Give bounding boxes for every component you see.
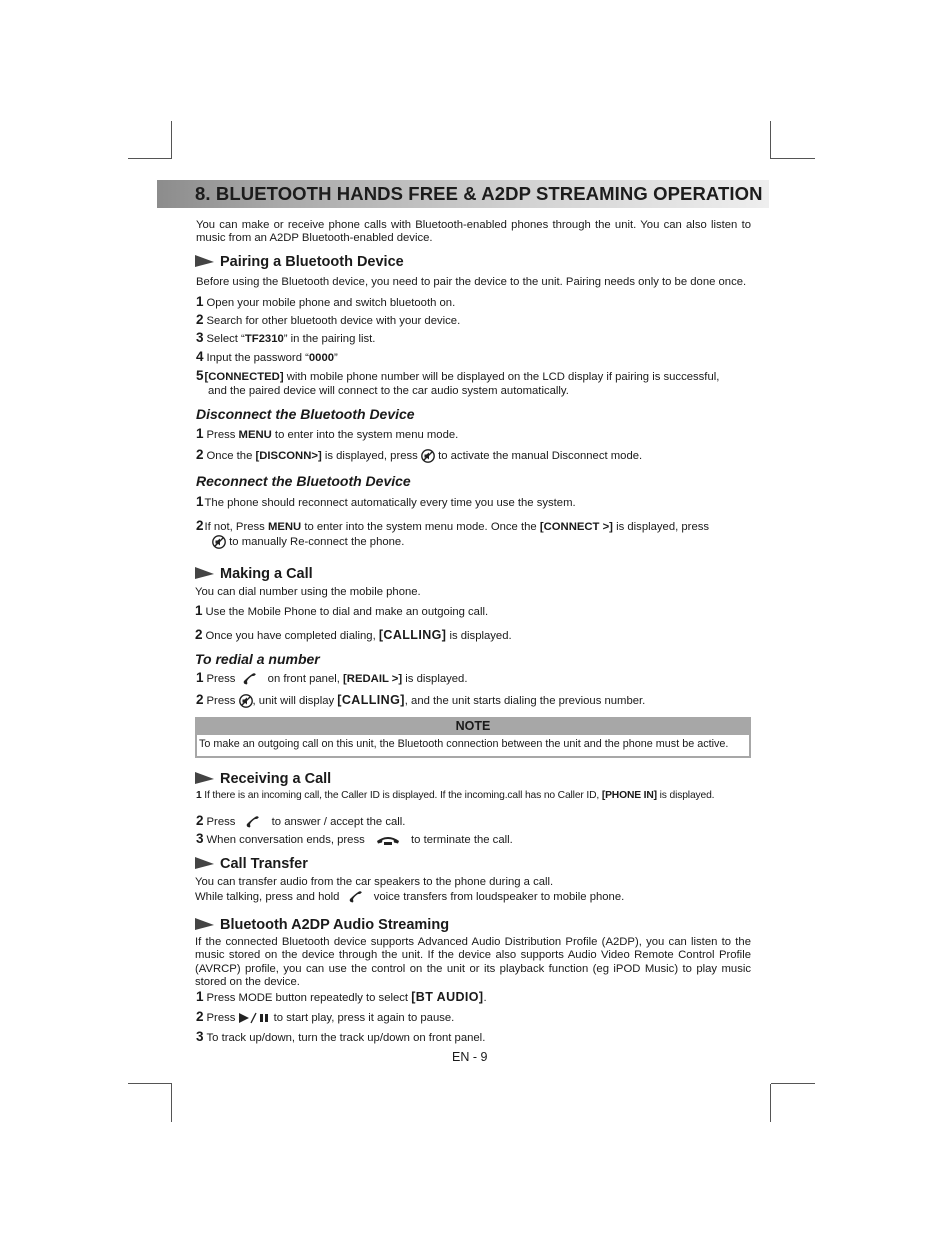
mute-button-icon <box>239 694 253 708</box>
page-title: 8. BLUETOOTH HANDS FREE & A2DP STREAMING OPERATION <box>195 183 763 204</box>
list-item <box>196 495 576 510</box>
section-pairing <box>195 254 404 270</box>
step-text: , unit will display <box>252 695 338 707</box>
lcd-text: [DISCONN>] <box>255 450 322 462</box>
step-number: 3 <box>196 831 204 846</box>
step-text: to terminate the call. <box>407 834 513 846</box>
crop-mark <box>171 1084 172 1122</box>
hang-up-icon <box>368 834 408 846</box>
lcd-text: [CONNECTED] <box>204 371 284 383</box>
list-item <box>196 313 460 328</box>
step-number: 2 <box>196 692 204 707</box>
step-number: 1 <box>196 494 204 509</box>
step-number: 4 <box>196 349 204 364</box>
step-number: 1 <box>195 603 203 618</box>
step-number: 2 <box>196 813 204 828</box>
step-text: Input the password “ <box>206 352 309 364</box>
step-number: 2 <box>196 1009 204 1024</box>
crop-mark <box>128 158 172 159</box>
lcd-text: [REDAIL >] <box>343 673 403 685</box>
step-text: is displayed, press <box>321 450 421 462</box>
phone-handset-icon <box>239 815 269 829</box>
step-text: is displayed. <box>446 630 512 642</box>
play-pause-icon <box>239 1012 271 1024</box>
page-number: EN - 9 <box>452 1050 488 1064</box>
step-text: When conversation ends, press <box>206 834 368 846</box>
subsection-reconnect: Reconnect the Bluetooth Device <box>196 473 411 489</box>
title-bar <box>157 180 769 208</box>
step-text: Once you have completed dialing, <box>205 630 379 642</box>
step-text: If not, Press <box>204 521 268 533</box>
lcd-text: [PHONE IN] <box>601 790 657 801</box>
step-text: to activate the manual Disconnect mode. <box>434 450 643 462</box>
a2dp-desc: If the connected Bluetooth device supports Advanced Audio Distribution Profile (A2DP), you can listen to the music stored on the device through the unit. If the device also supports Audio Video Remote Control Profile (AVRCP) profile, you can use the control on the unit or its playback function (eg iPOD Music) to play music stored on the device. <box>195 936 751 988</box>
list-item <box>196 519 709 534</box>
step-text: to enter into the system menu mode. Once the <box>301 521 540 533</box>
button-name: MENU <box>267 521 302 533</box>
mute-button-icon <box>212 535 226 549</box>
step-text: Use the Mobile Phone to dial and make an outgoing call. <box>205 606 489 618</box>
crop-mark <box>128 1083 172 1084</box>
step-number: 1 <box>196 989 204 1004</box>
step-text: If there is an incoming call, the Caller ID is displayed. If the incoming.call has no Caller ID, <box>204 790 602 801</box>
step-number: 2 <box>196 312 204 327</box>
lcd-text: [CALLING] <box>337 693 405 707</box>
step-text: Press <box>206 816 239 828</box>
device-name: TF2310 <box>244 333 284 345</box>
button-name: MENU <box>238 429 272 441</box>
step-text: is displayed. <box>656 790 715 801</box>
section-heading: Receiving a Call <box>220 771 332 787</box>
section-heading: Bluetooth A2DP Audio Streaming <box>220 917 450 933</box>
lcd-text: [BT AUDIO] <box>411 990 484 1004</box>
step-text-continued <box>212 535 404 549</box>
triangle-arrow-icon <box>195 255 214 267</box>
lcd-text: [CALLING] <box>378 628 447 642</box>
list-item <box>196 350 338 365</box>
intro-paragraph: You can make or receive phone calls with Bluetooth-enabled phones through the unit. You can also listen to music from an A2DP Bluetooth-enabled device. <box>196 219 751 245</box>
step-number: 3 <box>196 330 204 345</box>
step-text: . <box>483 992 487 1004</box>
password-value: 0000 <box>308 352 335 364</box>
list-item <box>196 990 487 1005</box>
step-text: Press MODE button repeatedly to select <box>206 992 412 1004</box>
step-text: to enter into the system menu mode. <box>271 429 459 441</box>
step-text: with mobile phone number will be displayed on the LCD display if pairing is successful, <box>283 371 720 383</box>
step-text: to manually Re-connect the phone. <box>226 536 405 548</box>
step-text: Select “ <box>206 333 245 345</box>
step-text: Open your mobile phone and switch bluetooth on. <box>206 297 456 309</box>
step-number: 2 <box>195 627 203 642</box>
step-number: 1 <box>196 670 204 685</box>
step-number: 2 <box>196 518 204 533</box>
triangle-arrow-icon <box>195 918 214 930</box>
step-text: is displayed, press <box>612 521 710 533</box>
transfer-text: You can transfer audio from the car speakers to the phone during a call. <box>195 876 554 888</box>
phone-handset-icon <box>239 672 265 686</box>
step-text: Search for other bluetooth device with your device. <box>206 315 461 327</box>
list-item <box>196 295 455 310</box>
subsection-redial: To redial a number <box>195 651 320 667</box>
step-number: 3 <box>196 1029 204 1044</box>
crop-mark <box>171 121 172 159</box>
list-item <box>196 671 467 686</box>
step-text: Press <box>206 673 239 685</box>
step-text: Once the <box>206 450 256 462</box>
list-item <box>196 832 513 847</box>
step-text: Press <box>206 695 239 707</box>
section-heading: Pairing a Bluetooth Device <box>220 254 404 270</box>
step-text: voice transfers from loudspeaker to mobile phone. <box>370 891 625 903</box>
step-number: 2 <box>196 447 204 462</box>
step-text: To track up/down, turn the track up/down on front panel. <box>206 1032 486 1044</box>
list-item <box>196 789 714 803</box>
list-item <box>196 427 458 442</box>
list-item <box>196 369 719 384</box>
step-text: ” in the pairing list. <box>283 333 376 345</box>
crop-mark <box>770 121 771 159</box>
list-item <box>196 1010 454 1025</box>
triangle-arrow-icon <box>195 567 214 579</box>
step-text: , and the unit starts dialing the previous number. <box>404 695 646 707</box>
step-text: to answer / accept the call. <box>268 816 406 828</box>
section-a2dp-streaming <box>195 917 449 933</box>
crop-mark <box>770 1084 771 1122</box>
triangle-arrow-icon <box>195 772 214 784</box>
crop-mark <box>771 1083 815 1084</box>
making-call-desc: You can dial number using the mobile phone. <box>195 586 421 598</box>
step-text: is displayed. <box>402 673 468 685</box>
section-making-call <box>195 566 313 582</box>
subsection-disconnect: Disconnect the Bluetooth Device <box>196 406 415 422</box>
step-text: Press <box>206 429 239 441</box>
crop-mark <box>771 158 815 159</box>
note-heading: NOTE <box>455 719 491 733</box>
phone-handset-icon <box>343 890 371 904</box>
step-text: ” <box>334 352 338 364</box>
step-text: to start play, press it again to pause. <box>270 1012 455 1024</box>
section-heading: Making a Call <box>220 566 313 582</box>
step-text-continued: and the paired device will connect to the car audio system automatically. <box>208 385 569 397</box>
list-item <box>195 604 488 619</box>
mute-button-icon <box>421 449 435 463</box>
step-number: 1 <box>196 294 204 309</box>
lcd-text: [CONNECT >] <box>539 521 613 533</box>
list-item <box>196 693 645 708</box>
transfer-text <box>195 890 624 904</box>
list-item <box>196 448 642 463</box>
step-text: on front panel, <box>264 673 344 685</box>
triangle-arrow-icon <box>195 857 214 869</box>
list-item <box>195 628 512 643</box>
step-number: 1 <box>196 426 204 441</box>
step-text: While talking, press and hold <box>195 891 343 903</box>
step-number: 5 <box>196 368 204 383</box>
pairing-desc: Before using the Bluetooth device, you need to pair the device to the unit. Pairing needs only to be done once. <box>196 276 747 288</box>
list-item <box>196 331 375 346</box>
step-text: Press <box>206 1012 239 1024</box>
section-heading: Call Transfer <box>220 856 308 872</box>
section-call-transfer <box>195 856 308 872</box>
note-box <box>195 717 751 758</box>
step-number: 1 <box>196 790 202 801</box>
list-item <box>196 814 405 829</box>
list-item <box>196 1030 485 1045</box>
step-text: The phone should reconnect automatically every time you use the system. <box>204 497 576 509</box>
section-receiving-call <box>195 771 331 787</box>
note-body: To make an outgoing call on this unit, the Bluetooth connection between the unit and the phone must be active. <box>197 735 749 756</box>
